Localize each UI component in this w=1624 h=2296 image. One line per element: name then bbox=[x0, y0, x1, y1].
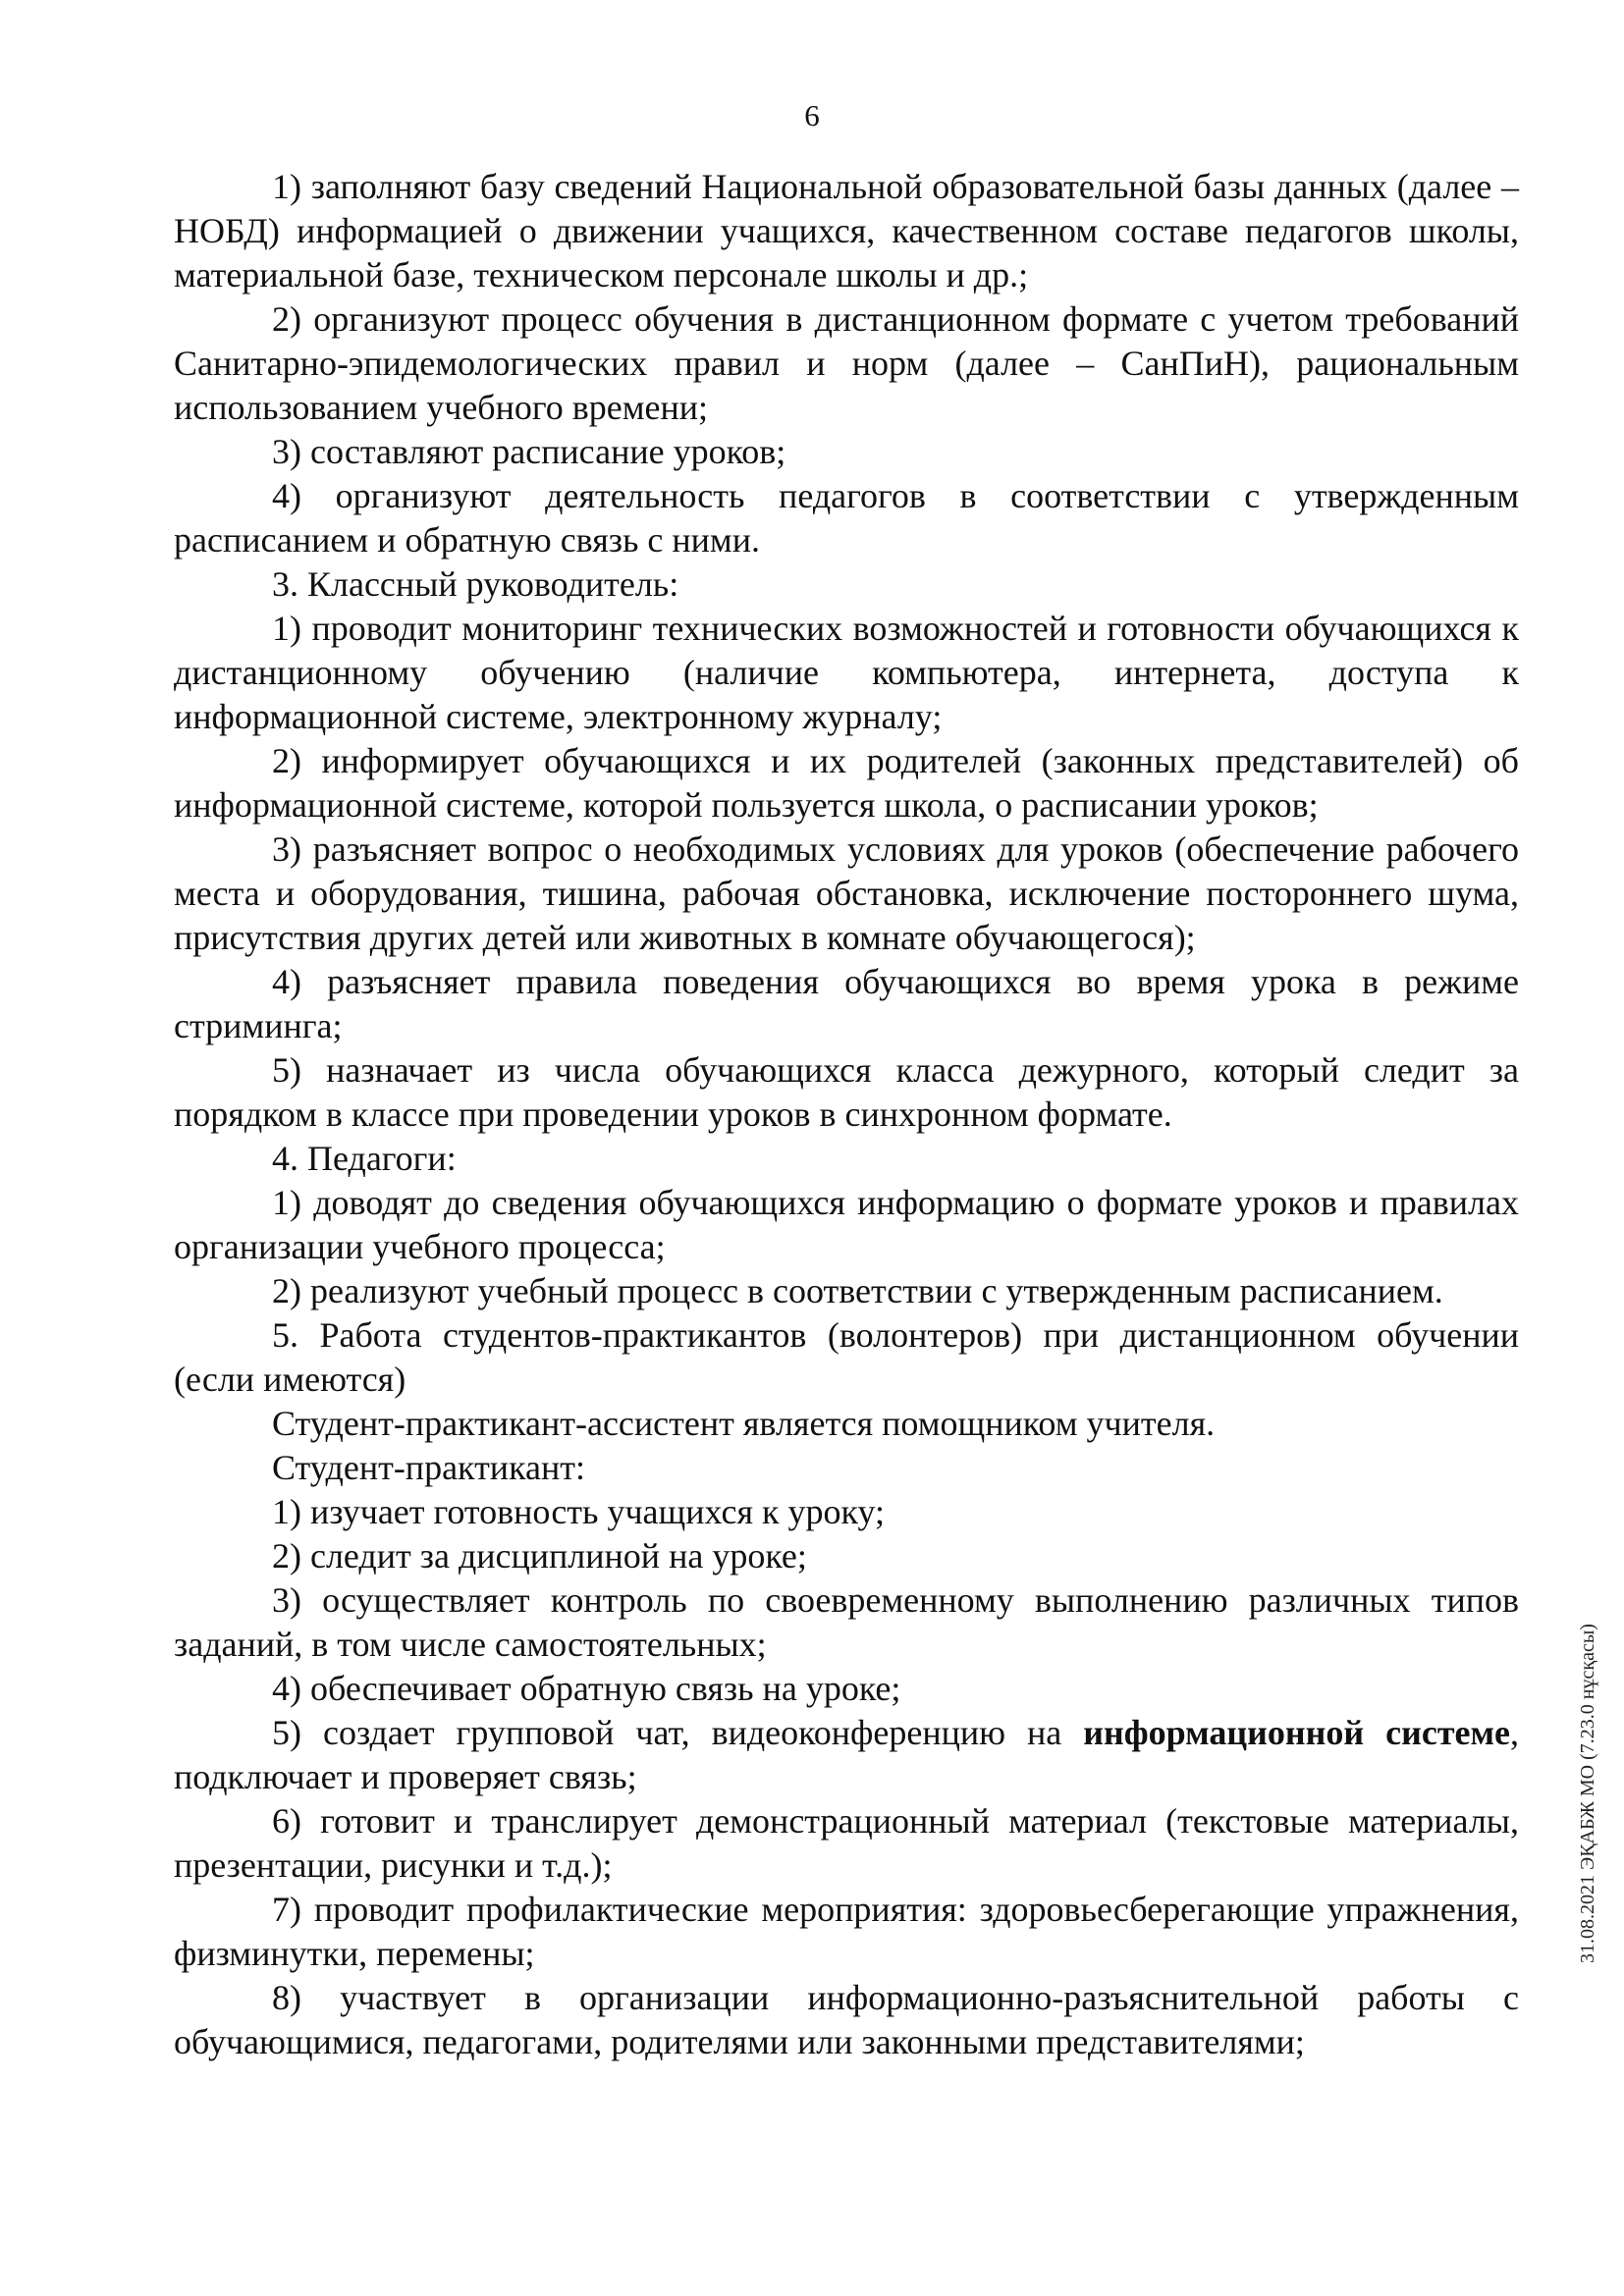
paragraph: 1) заполняют базу сведений Национальной образовательной базы данных (далее – НОБД) информацией о движении учащихся, качественном составе педагогов школы, материальной базе, техническом персонале школы и др.; bbox=[174, 167, 1519, 294]
section-heading: 3. Классный руководитель: bbox=[272, 564, 679, 604]
paragraph: 4) организуют деятельность педагогов в соответствии с утвержденным расписанием и обратную связь с ними. bbox=[174, 476, 1519, 560]
paragraph: 4) разъясняет правила поведения обучающихся во время урока в режиме стриминга; bbox=[174, 962, 1519, 1045]
paragraph: Студент-практикант: bbox=[272, 1448, 585, 1487]
paragraph-text: , подключает и проверяет связь; bbox=[174, 1713, 1520, 1796]
paragraph: 6) готовит и транслирует демонстрационный материал (текстовые материалы, презентации, рисунки и т.д.); bbox=[174, 1801, 1519, 1885]
paragraph: Студент-практикант-ассистент является помощником учителя. bbox=[272, 1404, 1216, 1443]
paragraph: 2) реализуют учебный процесс в соответствии с утвержденным расписанием. bbox=[272, 1271, 1443, 1310]
bold-term: информационной системе bbox=[1083, 1713, 1511, 1752]
paragraph: 4) обеспечивает обратную связь на уроке; bbox=[272, 1669, 901, 1708]
document-body bbox=[174, 165, 1519, 2064]
paragraph: 2) организуют процесс обучения в дистанционном формате с учетом требований Санитарно-эпидемологических правил и норм (далее – СанПиН), рациональным использованием учебного времени; bbox=[174, 299, 1519, 427]
paragraph: 2) информирует обучающихся и их родителей (законных представителей) об информационной системе, которой пользуется школа, о расписании уроков; bbox=[174, 741, 1519, 825]
side-stamp: 31.08.2021 ЭҚАБЖ МО (7.23.0 нұсқасы) bbox=[1577, 1624, 1598, 1963]
paragraph bbox=[174, 1711, 1519, 1799]
section-heading: 4. Педагоги: bbox=[272, 1139, 457, 1178]
paragraph: 1) проводит мониторинг технических возможностей и готовности обучающихся к дистанционному обучению (наличие компьютера, интернета, доступа к информационной системе, электронному журналу; bbox=[174, 609, 1519, 736]
paragraph: 5) назначает из числа обучающихся класса дежурного, который следит за порядком в классе при проведении уроков в синхронном формате. bbox=[174, 1050, 1519, 1134]
paragraph: 8) участвует в организации информационно-разъяснительной работы с обучающимися, педагогами, родителями или законными представителями; bbox=[174, 1978, 1519, 2061]
paragraph: 7) проводит профилактические мероприятия: здоровьесберегающие упражнения, физминутки, перемены; bbox=[174, 1890, 1519, 1973]
page-number: 6 bbox=[804, 98, 820, 133]
section-heading: 5. Работа студентов-практикантов (волонтеров) при дистанционном обучении (если имеются) bbox=[174, 1315, 1519, 1399]
paragraph: 1) доводят до сведения обучающихся информацию о формате уроков и правилах организации учебного процесса; bbox=[174, 1183, 1519, 1266]
paragraph: 3) разъясняет вопрос о необходимых условиях для уроков (обеспечение рабочего места и оборудования, тишина, рабочая обстановка, исключение постороннего шума, присутствия других детей или животных в комнате обучающегося); bbox=[174, 829, 1519, 957]
paragraph: 2) следит за дисциплиной на уроке; bbox=[272, 1536, 807, 1575]
paragraph: 3) осуществляет контроль по своевременному выполнению различных типов заданий, в том числе самостоятельных; bbox=[174, 1580, 1519, 1664]
paragraph: 3) составляют расписание уроков; bbox=[272, 432, 786, 471]
paragraph: 1) изучает готовность учащихся к уроку; bbox=[272, 1492, 886, 1531]
paragraph-text: 5) создает групповой чат, видеоконференцию на bbox=[272, 1713, 1084, 1752]
